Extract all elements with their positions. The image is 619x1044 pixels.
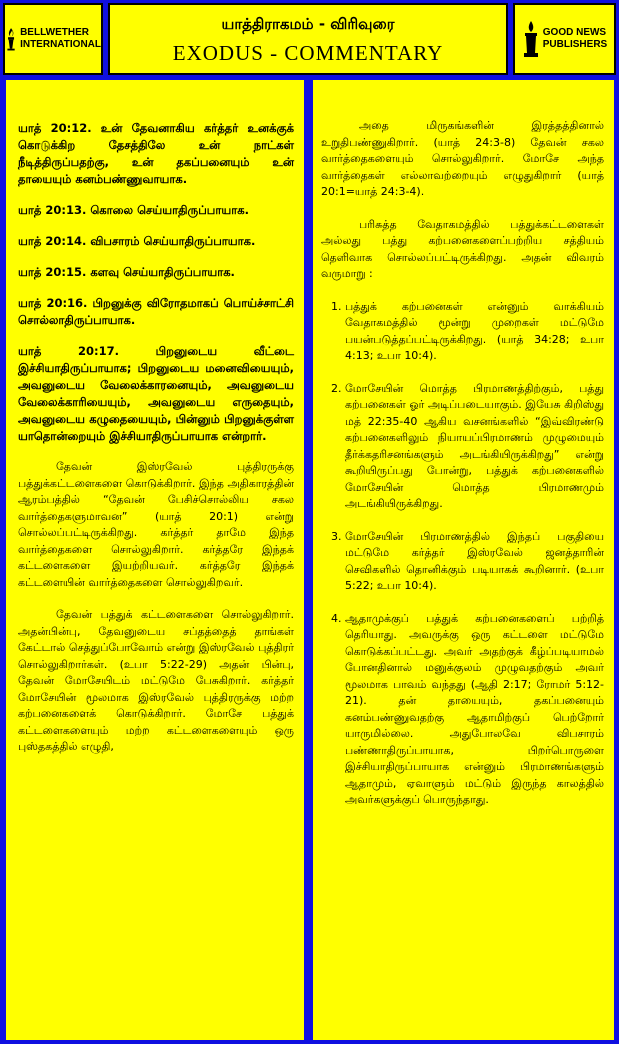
list-item-number: 1. [331,299,342,313]
title-tamil: யாத்திராகமம் - விரிவுரை [221,15,395,33]
torch-icon [5,19,17,59]
verse-20-14: யாத் 20:14. விபசாரம் செய்யாதிருப்பாயாக. [18,234,256,248]
verse-20-12: யாத் 20:12. உன் தேவனாகிய கர்த்தர் உனக்குக் கொடுக்கிற தேசத்திலே உன் நாட்கள் நீடித்திருப்பதற்கு, உன் தகப்பனையும் உன் தாயையும் கனம்பண்ணுவாயாக. [18,121,294,186]
bellwether-logo-box [3,3,103,75]
verse-20-16: யாத் 20:16. பிறனுக்கு விரோதமாகப் பொய்ச்சாட்சி சொல்லாதிருப்பாயாக. [18,296,294,327]
good-news-logo-box [513,3,616,75]
list-item [321,299,604,365]
title-english: EXODUS - COMMENTARY [172,41,444,65]
verse-20-15: யாத் 20:15. களவு செய்யாதிருப்பாயாக. [18,265,235,279]
right-column [313,80,614,1040]
list-item-number: 3. [331,529,342,543]
list-item [321,381,604,513]
commentary-paragraph-2: தேவன் பத்துக் கட்டளைகளை சொல்லுகிறார். அதன்பின்பு, தேவனுடைய சப்தத்தைத் தாங்கள் கேட்டால் செத்துப்போவோம் என்று இஸ்ரவேல் புத்திரர் சொல்லுகிறார்கள். (உபா 5:22-29) அதன் பின்பு, தேவன் மோசேயிடம் மட்டுமே பேசுகிறார். கர்த்தர் மோசேயின் மூலமாக இஸ்ரவேல் புத்திரருக்கு மற்ற கற்பனைகளைக் கொடுக்கிறார். மோசே பத்துக் கட்டளைகளையும் மற்ற கட்டளைகளையும் ஒரு புஸ்தகத்தில் எழுதி, [18,608,294,753]
list-item-text: பத்துக் கற்பனைகள் என்னும் வாக்கியம் வேதாகமத்தில் மூன்று முறைகள் மட்டுமே பயன்படுத்தப்பட்டிருக்கிறது. (யாத் 34:28; உபா 4:13; உபா 10:4). [345,299,604,362]
verse-20-13: யாத் 20:13. கொலை செய்யாதிருப்பாயாக. [18,203,249,217]
bellwether-logo-line2: INTERNATIONAL [20,39,101,50]
list-item-text: மோசேயின் பிரமாணத்தில் இந்தப் பகுதியை மட்டுமே கர்த்தர் இஸ்ரவேல் ஜனத்தாரின் செவிகளில் தொனிக்கும் படியாகக் கூறினார். (உபா 5:22; உபா 10:4). [345,529,604,592]
list-item [321,529,604,595]
list-item-text: ஆதாமுக்குப் பத்துக் கற்பனைகளைப் பற்றித் தெரியாது. அவருக்கு ஒரு கட்டளை மட்டுமே கொடுக்கப்பட்டது. அவர் அதற்குக் கீழ்ப்படியாமல் போனதினால் மனுக்குலம் முழுவதற்கும் அவர் மூலமாக பாவம் வந்தது (ஆதி 2:17; ரோமர் 5:12-21). தன் தாயையும், தகப்பனையும் கனம்பண்ணுவதற்கு ஆதாமிற்குப் பெற்றோர் யாருமில்லை. அதுபோலவே விபசாரம் பண்ணாதிருப்பாயாக, பிறர்பொருளை இச்சியாதிருப்பாயாக என்னும் பிரமாணங்களும் ஆதாமும், ஏவாளும் மட்டும் இருந்த காலத்தில் அவர்களுக்குப் பொருந்தாது. [345,611,604,806]
list-item-number: 2. [331,381,342,395]
good-news-logo-line2: PUBLISHERS [542,39,608,50]
left-column [6,80,304,1040]
lamp-icon [522,19,540,59]
list-item [321,611,604,809]
list-item-number: 4. [331,611,342,625]
commentary-paragraph-1: தேவன் இஸ்ரவேல் புத்திரருக்கு பத்துக்கட்டளைகளை கொடுக்கிறார். இந்த அதிகாரத்தின் ஆரம்பத்தில் “தேவன் பேசிச்சொல்லிய சகல வார்த்தைகளுமாவன” (யாத் 20:1) என்று சொல்லப்பட்டிருக்கிறது. கர்த்தர் தாமே இந்த வார்த்தைகளை சொல்லுகிறார். கர்த்தரே இந்தக் கட்டளைகளை இயற்றியவர். கர்த்தரே இந்தக் கட்டளையின் வார்த்தைகளை சொல்லுகிறவர். [18,460,294,589]
numbered-points [321,299,604,809]
list-item-text: மோசேயின் மொத்த பிரமாணத்திற்கும், பத்து கற்பனைகள் ஓர் அடிப்படையாகும். இயேசு கிறிஸ்து மத் 22:35-40 ஆகிய வசனங்களில் “இவ்விரண்டு கற்பனைகளிலும் நியாயப்பிரமாணம் முழுமையும் தீர்க்கதரிசனங்களும் அடங்கியிருக்கிறது” என்று கூறியிருப்பது போன்று, பத்துக் கற்பனைகளில் மோசேயின் மொத்த பிரமாணமும் அடங்கியிருக்கிறது. [345,381,604,510]
intro-paragraph: பரிசுத்த வேதாகமத்தில் பத்துக்கட்டளைகள் அல்லது பத்து கற்பனைகளைப்பற்றிய சத்தியம் தெளிவாக சொல்லப்பட்டிருக்கிறது. அதன் விவரம் வருமாறு : [321,217,604,280]
good-news-logo [515,5,614,73]
title-box [108,3,508,75]
good-news-logo-line1: GOOD NEWS [542,27,607,38]
bellwether-logo-line1: BELLWETHER [20,27,89,38]
bellwether-logo [5,5,101,73]
verse-20-17: யாத் 20:17. பிறனுடைய வீட்டை இச்சியாதிருப்பாயாக; பிறனுடைய மனைவியையும், அவனுடைய வேலைக்காரனையும், அவனுடைய வேலைக்காரியையும், அவனுடைய எருதையும், அவனுடைய கழுதையையும், பின்னும் பிறனுக்குள்ள யாதொன்றையும் இச்சியாதிருப்பாயாக என்றார். [18,344,294,443]
continuation-paragraph: அதை மிருகங்களின் இரத்தத்தினால் உறுதிபண்ணுகிறார். (யாத் 24:3-8) தேவன் சகல வார்த்தைகளையும் சொல்லுகிறார். மோசே அந்த வார்த்தைகள் எல்லாவற்றையும் எழுதுகிறார் (யாத் 20:1=யாத் 24:3-4). [321,119,604,198]
